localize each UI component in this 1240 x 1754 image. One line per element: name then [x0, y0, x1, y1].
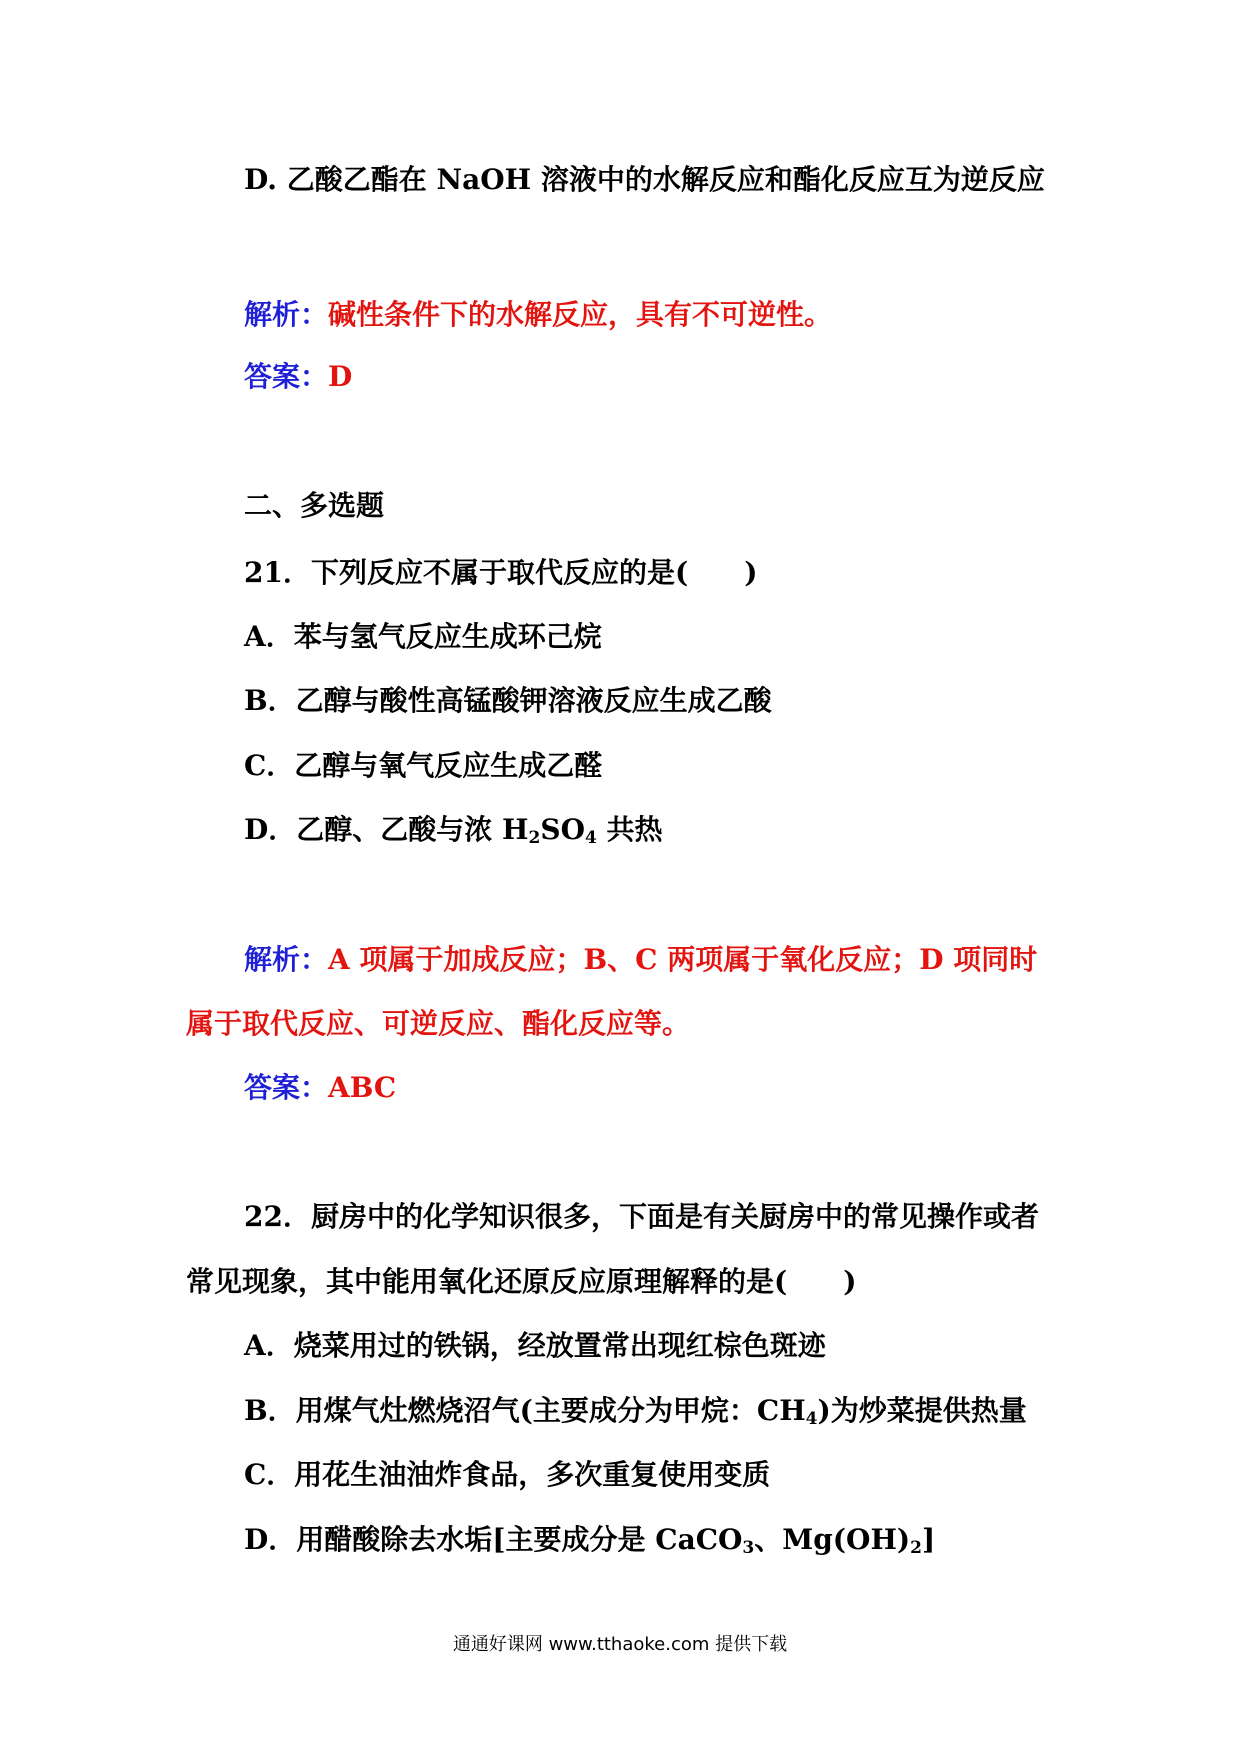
q21-analysis-line2: 属于取代反应、可逆反应、酯化反应等。	[186, 1007, 691, 1040]
analysis-label: 解析：	[244, 298, 329, 331]
answer-label: 答案：	[244, 360, 329, 393]
q21-analysis-line1	[244, 942, 1037, 978]
q22-stem-line1: 22．厨房中的化学知识很多，下面是有关厨房中的常见操作或者	[244, 1200, 1039, 1233]
q21-option-d: D．乙醇、乙酸与浓 $H_2SO_4$ 共热	[244, 813, 663, 848]
q22-option-a: A．烧菜用过的铁锅，经放置常出现红棕色斑迹	[244, 1329, 826, 1362]
prev-answer	[244, 359, 352, 395]
footer-source: 通通好课网 www.tthaoke.com 提供下载	[452, 1634, 788, 1655]
section-title: 二、多选题	[244, 489, 385, 522]
q22-option-c: C．用花生油油炸食品，多次重复使用变质	[244, 1458, 771, 1491]
q21-option-a: A．苯与氢气反应生成环己烷	[244, 620, 602, 653]
answer-text: ABC	[328, 1071, 397, 1104]
analysis-text: 碱性条件下的水解反应，具有不可逆性。	[328, 298, 833, 331]
q22-stem-line2: 常见现象，其中能用氧化还原反应原理解释的是( )	[186, 1265, 857, 1298]
analysis-text: A 项属于加成反应；B、C 两项属于氧化反应；D 项同时	[328, 943, 1038, 976]
q21-answer	[244, 1070, 396, 1106]
q21-option-b: B．乙醇与酸性高锰酸钾溶液反应生成乙酸	[244, 684, 772, 717]
q21-stem: 21．下列反应不属于取代反应的是( )	[244, 556, 758, 589]
q21-option-c: C．乙醇与氧气反应生成乙醛	[244, 749, 603, 782]
answer-text: D	[328, 360, 353, 393]
analysis-label: 解析：	[244, 943, 329, 976]
q22-option-b: B．用煤气灶燃烧沼气(主要成分为甲烷：$CH_4$)为炒菜提供热量	[244, 1394, 1027, 1429]
q22-option-d: D．用醋酸除去水垢[主要成分是 CaCO$_3$、$Mg(OH)_2$]	[244, 1523, 936, 1558]
prev-option-d: D. 乙酸乙酯在 NaOH 溶液中的水解反应和酯化反应互为逆反应	[244, 163, 1045, 196]
answer-label: 答案：	[244, 1071, 329, 1104]
prev-analysis	[244, 297, 832, 333]
